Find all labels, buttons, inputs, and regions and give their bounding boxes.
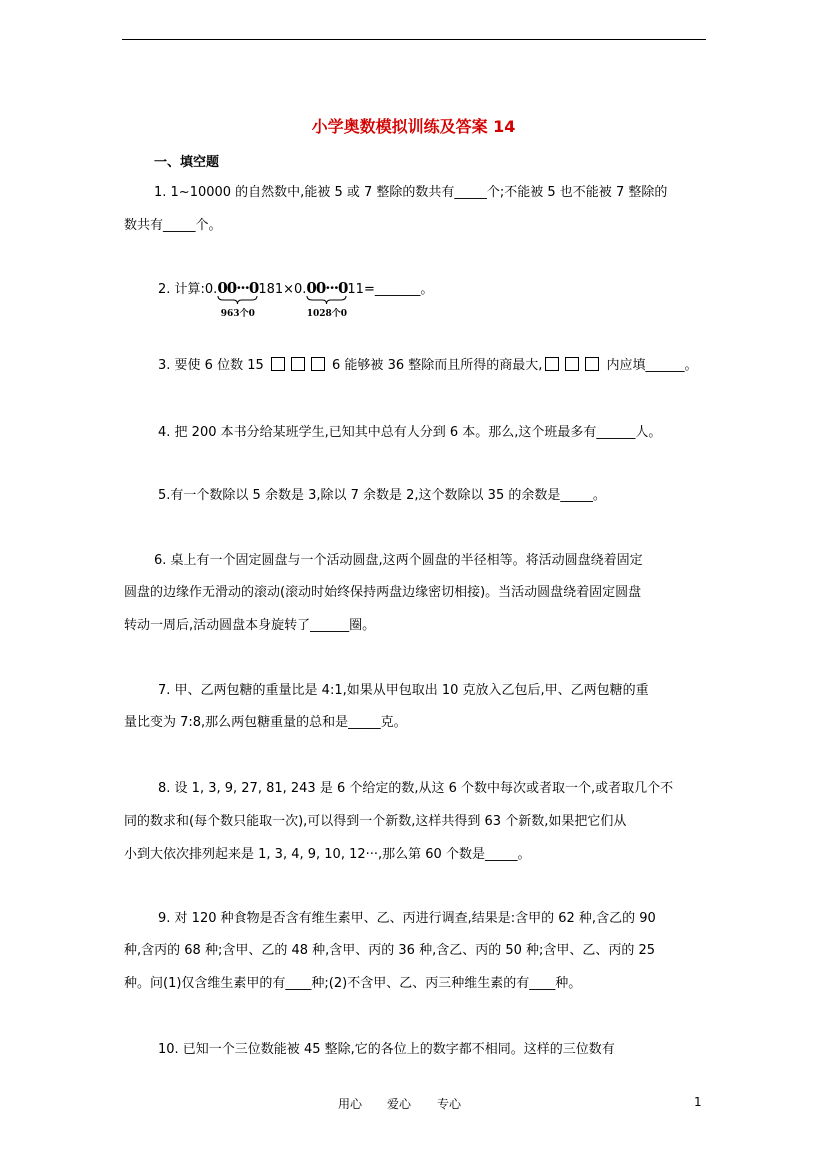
- question-1-line-1: 1. 1~10000 的自然数中,能被 5 或 7 整除的数共有_____个;不能被 5 也不能被 7 整除的: [154, 185, 668, 200]
- question-3: [158, 357, 698, 375]
- question-7-line-2: 量比变为 7:8,那么两包糖重量的总和是_____克。: [124, 715, 407, 730]
- question-2-prefix: 2. 计算:0.: [158, 282, 218, 297]
- question-10-line-1: 10. 已知一个三位数能被 45 整除,它的各位上的数字都不相同。这样的三位数有: [158, 1042, 615, 1057]
- page-title: 小学奥数模拟训练及答案 14: [311, 117, 516, 136]
- question-9-line-1: 9. 对 120 种食物是否含有维生素甲、乙、丙进行调查,结果是:含甲的 62 种,含乙的 90: [158, 911, 656, 926]
- section-heading: 一、填空题: [154, 155, 220, 170]
- digit-box: [565, 357, 579, 371]
- question-9-line-2: 种,含丙的 68 种;含甲、乙的 48 种,含甲、丙的 36 种,含乙、丙的 50 种;含甲、乙、丙的 25: [124, 943, 656, 958]
- digit-box: [271, 357, 285, 371]
- repeating-zeros-2: 00···0 1028个0: [306, 279, 347, 297]
- question-2-mid: 181×0.: [258, 282, 307, 297]
- repeating-zeros-1: 00···0 963个0: [217, 279, 258, 297]
- digit-box: [585, 357, 599, 371]
- question-9-line-3: 种。问(1)仅含维生素甲的有____种;(2)不含甲、乙、丙三种维生素的有____种。: [124, 976, 582, 991]
- digit-box: [545, 357, 559, 371]
- question-4: 4. 把 200 本书分给某班学生,已知其中总有人分到 6 本。那么,这个班最多有______人。: [158, 425, 662, 440]
- question-8-line-1: 8. 设 1, 3, 9, 27, 81, 243 是 6 个给定的数,从这 6 个数中每次或者取一个,或者取几个不: [158, 781, 674, 796]
- question-8-line-3: 小到大依次排列起来是 1, 3, 4, 9, 10, 12···,那么第 60 个数是_____。: [124, 847, 531, 862]
- header-rule: [122, 39, 706, 40]
- question-8-line-2: 同的数求和(每个数只能取一次),可以得到一个新数,这样共得到 63 个新数,如果把它们从: [124, 814, 627, 829]
- question-7-line-1: 7. 甲、乙两包糖的重量比是 4:1,如果从甲包取出 10 克放入乙包后,甲、乙两包糖的重: [158, 683, 649, 698]
- footer-item-1: 用心: [338, 1097, 363, 1111]
- question-5: 5.有一个数除以 5 余数是 3,除以 7 余数是 2,这个数除以 35 的余数是_____。: [158, 488, 606, 503]
- underbrace-label-1: 963个0: [220, 309, 255, 319]
- digit-box: [291, 357, 305, 371]
- footer-item-3: 专心: [437, 1097, 462, 1111]
- underbrace-icon: [306, 296, 347, 304]
- footer-item-2: 爱心: [387, 1097, 412, 1111]
- digit-box: [311, 357, 325, 371]
- question-3-part-1: 3. 要使 6 位数 15: [158, 358, 264, 373]
- question-2-suffix: 11=_______。: [347, 282, 434, 297]
- underbrace-icon: [217, 296, 258, 304]
- underbrace-label-2: 1028个0: [306, 309, 348, 319]
- question-3-part-3: 内应填______。: [606, 358, 698, 373]
- question-3-part-2: 6 能够被 36 整除而且所得的商最大,: [332, 358, 543, 373]
- page-number: 1: [694, 1095, 702, 1109]
- question-6-line-2: 圆盘的边缘作无滑动的滚动(滚动时始终保持两盘边缘密切相接)。当活动圆盘绕着固定圆盘: [124, 585, 642, 600]
- question-1-line-2: 数共有_____个。: [124, 218, 222, 233]
- question-2: [158, 279, 434, 319]
- question-6-line-3: 转动一周后,活动圆盘本身旋转了______圈。: [124, 618, 376, 633]
- question-6-line-1: 6. 桌上有一个固定圆盘与一个活动圆盘,这两个圆盘的半径相等。将活动圆盘绕着固定: [154, 553, 643, 568]
